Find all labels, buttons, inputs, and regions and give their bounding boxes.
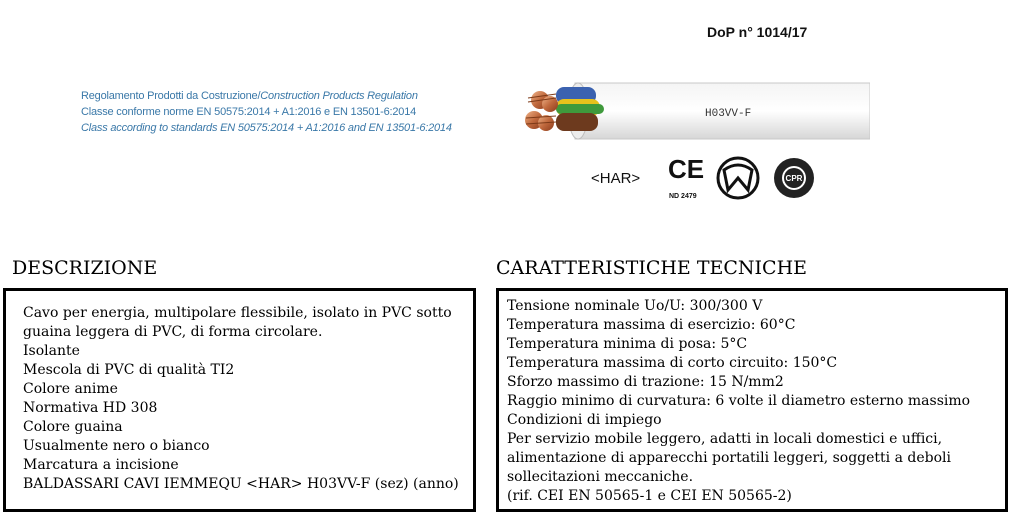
cpr-seal-icon [774,158,814,198]
regulation-line2: Classe conforme norme EN 50575:2014 + A1:2016 e EN 13501-6:2014 [81,106,417,118]
cable-image [520,80,870,142]
descrizione-line: Colore guaina [23,419,123,435]
descrizione-line: Mescola di PVC di qualità TI2 [23,362,235,378]
ce-mark-icon [668,154,704,184]
caratteristiche-line: sollecitazioni meccaniche. [507,469,694,485]
regulation-line1-it: Regolamento Prodotti da Costruzione/ [81,90,261,102]
caratteristiche-line: (rif. CEI EN 50565-1 e CEI EN 50565-2) [507,488,792,504]
caratteristiche-line: Raggio minimo di curvatura: 6 volte il diametro esterno massimo [507,393,971,409]
descrizione-line: BALDASSARI CAVI IEMMEQU <HAR> H03VV-F (sez) (anno) [23,476,459,492]
caratteristiche-line: Tensione nominale Uo/U: 300/300 V [507,298,763,314]
descrizione-line: Usualmente nero o bianco [23,438,210,454]
svg-text:CPR: CPR [785,174,803,183]
descrizione-line: Isolante [23,343,80,359]
caratteristiche-line: Per servizio mobile leggero, adatti in locali domestici e uffici, [507,431,943,447]
descrizione-box [3,288,476,512]
caratteristiche-line: Temperatura massima di esercizio: 60°C [507,317,796,333]
caratteristiche-line: Sforzo massimo di trazione: 15 N/mm2 [507,374,784,390]
descrizione-line: Marcatura a incisione [23,457,179,473]
descrizione-title: DESCRIZIONE [12,257,158,279]
certification-logos [588,152,818,204]
caratteristiche-line: Condizioni di impiego [507,412,662,428]
imq-mark-icon [718,158,758,198]
descrizione-line: Colore anime [23,381,118,397]
har-logo: <HAR> [591,170,641,187]
notified-body-number: ND 2479 [669,193,697,200]
caratteristiche-line: alimentazione di apparecchi portatili leggeri, soggetti a deboli [507,450,951,466]
caratteristiche-line: Temperatura minima di posa: 5°C [507,336,748,352]
regulation-line1-en: Construction Products Regulation [260,90,418,102]
descrizione-line: Normativa HD 308 [23,400,158,416]
cable-marking: H03VV-F [705,108,752,120]
regulation-line3: Class according to standards EN 50575:2014 + A1:2016 and EN 13501-6:2014 [81,122,452,134]
descrizione-line: guaina leggera di PVC, di forma circolare. [23,324,323,340]
caratteristiche-box [496,288,1008,512]
dop-number: DoP n° 1014/17 [707,24,808,40]
descrizione-line: Cavo per energia, multipolare flessibile, isolato in PVC sotto [23,305,452,321]
svg-text:CE: CE [668,154,705,184]
caratteristiche-title: CARATTERISTICHE TECNICHE [496,257,808,279]
caratteristiche-line: Temperatura massima di corto circuito: 150°C [507,355,838,371]
regulation-text [81,88,452,136]
